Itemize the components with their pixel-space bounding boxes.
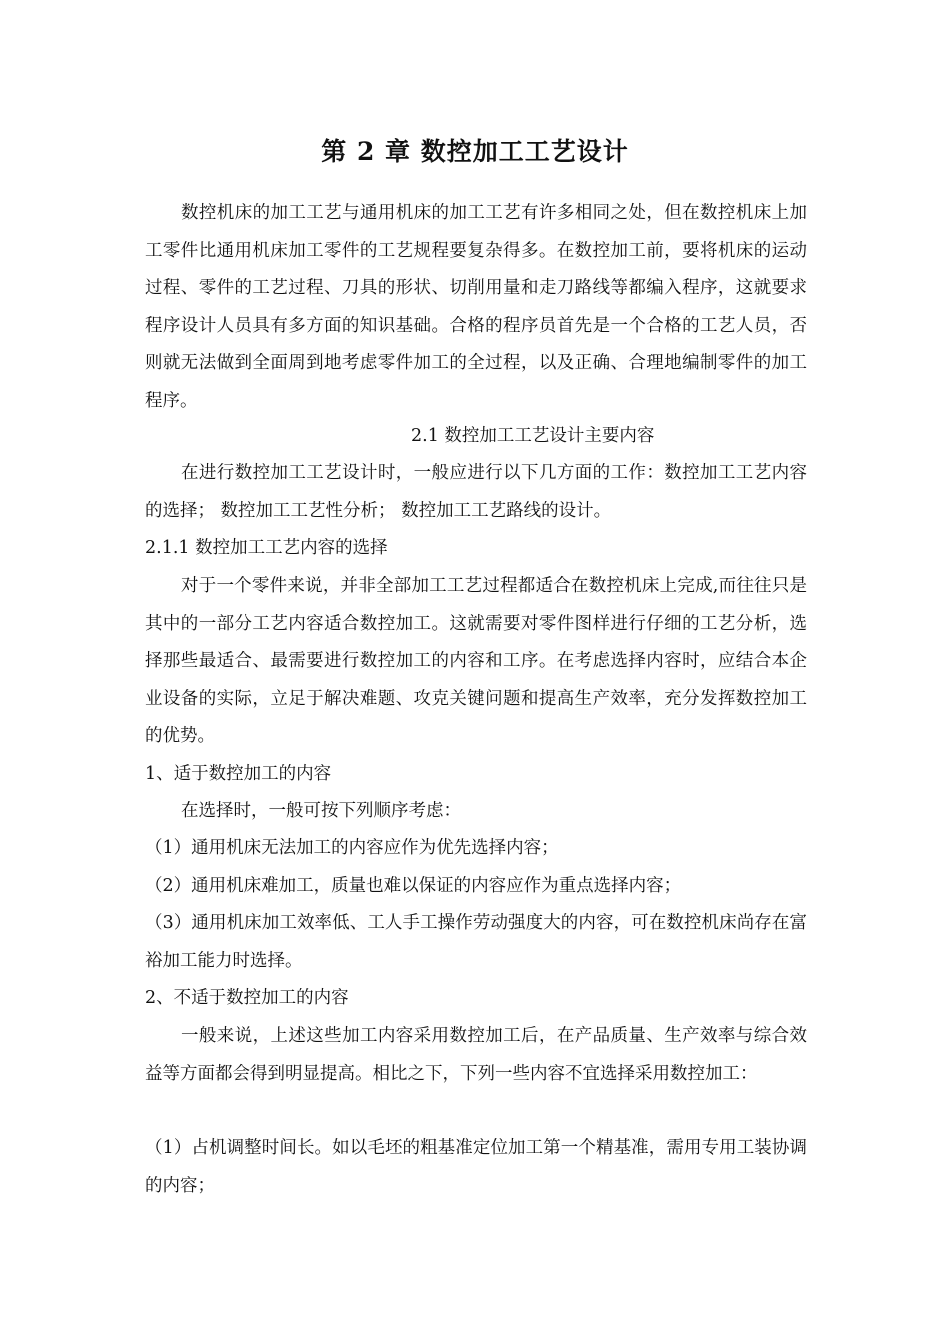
section-heading-2-1-text: 2.1 数控加工工艺设计主要内容 xyxy=(411,426,655,446)
section-2-1-1-paragraph: 对于一个零件来说，并非全部加工工艺过程都适合在数控机床上完成,而往往只是其中的一部分工艺内容适合数控加工。这就需要对零件图样进行仔细的工艺分析，选择那些最适合、最需要进行数控加工的内容和工序。在考虑选择内容时，应结合本企业设备的实际，立足于解决难题、攻克关键问题和提高生产效率，充分发挥数控加工的优势。 xyxy=(145,576,807,746)
subheading-1-intro: 在选择时，一般可按下列顺序考虑： xyxy=(181,801,461,821)
subheading-suitable-content: 1、适于数控加工的内容 xyxy=(145,764,332,784)
subheading-2-paragraph: 一般来说，上述这些加工内容采用数控加工后，在产品质量、生产效率与综合效益等方面都会得到明显提高。相比之下，下列一些内容不宜选择采用数控加工： xyxy=(145,1026,807,1084)
subheading-unsuitable-content: 2、不适于数控加工的内容 xyxy=(145,988,349,1008)
intro-paragraph: 数控机床的加工工艺与通用机床的加工工艺有许多相同之处，但在数控机床上加工零件比通用机床加工零件的工艺规程要复杂得多。在数控加工前，要将机床的运动过程、零件的工艺过程、刀具的形状、切削用量和走刀路线等都编入程序，这就要求程序设计人员具有多方面的知识基础。合格的程序员首先是一个合格的工艺人员，否则就无法做到全面周到地考虑零件加工的全过程，以及正确、合理地编制零件的加工程序。 xyxy=(145,203,807,411)
list-item: （1）通用机床无法加工的内容应作为优先选择内容； xyxy=(145,838,559,858)
section-heading-2-1-1: 2.1.1 数控加工工艺内容的选择 xyxy=(145,538,388,558)
list-item: （2）通用机床难加工，质量也难以保证的内容应作为重点选择内容； xyxy=(145,876,682,896)
section-2-1-paragraph: 在进行数控加工工艺设计时，一般应进行以下几方面的工作：数控加工工艺内容的选择； 数控加工工艺性分析； 数控加工工艺路线的设计。 xyxy=(145,463,807,521)
list-item: （1）占机调整时间长。如以毛坯的粗基准定位加工第一个精基准，需用专用工装协调的内容； xyxy=(145,1138,807,1196)
chapter-title: 第 2 章 数控加工工艺设计 xyxy=(321,137,629,166)
list-item: （3）通用机床加工效率低、工人手工操作劳动强度大的内容，可在数控机床尚存在富裕加工能力时选择。 xyxy=(145,913,807,971)
